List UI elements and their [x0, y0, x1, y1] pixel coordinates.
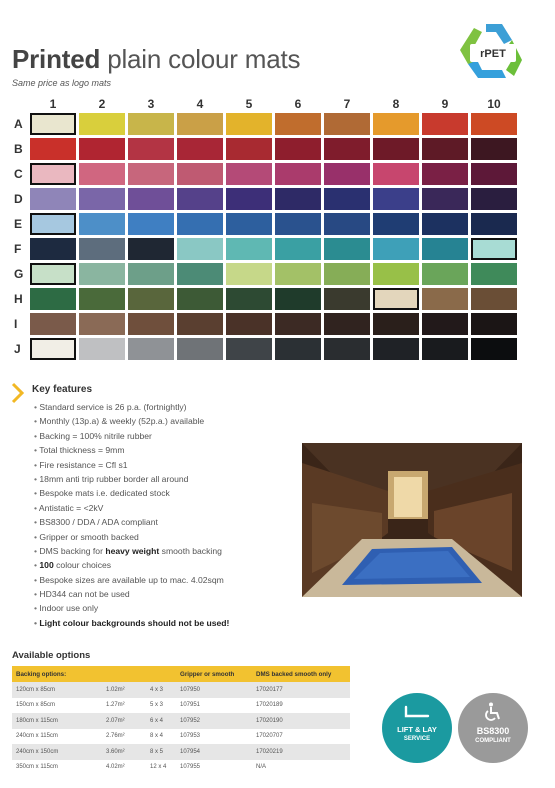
options-header-cell: DMS backed smooth only	[252, 666, 350, 682]
table-row	[12, 729, 350, 745]
table-row	[12, 744, 350, 760]
options-header-cell	[102, 666, 146, 682]
colour-swatch	[324, 213, 370, 235]
column-header: 5	[245, 97, 253, 111]
colour-swatch	[128, 288, 174, 310]
colour-swatch	[177, 313, 223, 335]
feature-item: • Backing = 100% nitrile rubber	[34, 429, 229, 443]
options-header-cell: Gripper or smooth	[176, 666, 252, 682]
colour-swatch	[226, 113, 272, 135]
key-features-list	[34, 400, 229, 630]
column-header: 1	[49, 97, 57, 111]
colour-swatch	[30, 288, 76, 310]
colour-swatch	[422, 213, 468, 235]
table-cell: 17020219	[252, 744, 350, 760]
wheelchair-icon	[484, 702, 502, 722]
table-cell: 240cm x 150cm	[12, 744, 102, 760]
colour-swatch	[275, 288, 321, 310]
colour-swatch	[177, 213, 223, 235]
colour-swatch	[422, 313, 468, 335]
colour-swatch	[30, 138, 76, 160]
colour-swatch	[422, 288, 468, 310]
table-cell: 2.07m²	[102, 713, 146, 729]
colour-swatch	[422, 338, 468, 360]
column-header: 8	[392, 97, 400, 111]
colour-swatch	[226, 213, 272, 235]
table-cell: 17020707	[252, 729, 350, 745]
colour-swatch	[275, 238, 321, 260]
colour-swatch	[373, 163, 419, 185]
bs8300-label: BS8300	[476, 726, 510, 736]
colour-swatch	[471, 138, 517, 160]
colour-swatch	[373, 288, 419, 310]
colour-swatch	[177, 188, 223, 210]
lift-lay-badge	[382, 693, 452, 763]
colour-swatch	[128, 113, 174, 135]
colour-swatch	[275, 313, 321, 335]
subtitle: Same price as logo mats	[12, 78, 112, 88]
colour-swatch	[226, 163, 272, 185]
colour-swatch	[177, 338, 223, 360]
hallway-photo	[302, 443, 522, 597]
column-header: 4	[196, 97, 204, 111]
colour-swatch	[275, 138, 321, 160]
row-label: F	[14, 242, 22, 256]
colour-swatch	[128, 213, 174, 235]
row-label: J	[14, 342, 21, 356]
column-header: 2	[98, 97, 106, 111]
row-label: B	[14, 142, 23, 156]
lift-lay-label: LIFT & LAY	[397, 725, 437, 734]
colour-swatch	[226, 288, 272, 310]
table-cell: 8 x 5	[146, 744, 176, 760]
colour-swatch	[128, 263, 174, 285]
colour-swatch	[422, 238, 468, 260]
table-cell: 4 x 3	[146, 682, 176, 698]
table-cell: 2.76m²	[102, 729, 146, 745]
colour-swatch	[275, 188, 321, 210]
feature-item: • 18mm anti trip rubber border all around	[34, 472, 229, 486]
feature-item: • Bespoke sizes are available up to mac. 4.02sqm	[34, 573, 229, 587]
row-label: H	[14, 292, 23, 306]
row-label: E	[14, 217, 23, 231]
mat-lift-icon	[404, 705, 430, 719]
table-cell: 107952	[176, 713, 252, 729]
colour-swatch	[422, 263, 468, 285]
colour-swatch	[226, 338, 272, 360]
colour-swatch	[177, 238, 223, 260]
colour-swatch	[128, 238, 174, 260]
colour-swatch	[471, 213, 517, 235]
table-cell: 1.02m²	[102, 682, 146, 698]
table-cell: 3.60m²	[102, 744, 146, 760]
colour-swatch	[128, 188, 174, 210]
table-cell: 107954	[176, 744, 252, 760]
colour-swatch	[324, 288, 370, 310]
colour-swatch	[422, 163, 468, 185]
available-options-title: Available options	[12, 650, 91, 661]
colour-swatch	[471, 113, 517, 135]
table-cell: 4.02m²	[102, 760, 146, 776]
options-header-row	[12, 666, 350, 682]
colour-swatch	[226, 138, 272, 160]
options-body	[12, 682, 350, 775]
column-header: 7	[343, 97, 351, 111]
table-cell: 17020190	[252, 713, 350, 729]
column-header: 3	[147, 97, 155, 111]
feature-item: • Indoor use only	[34, 601, 229, 615]
colour-swatch	[177, 163, 223, 185]
colour-swatch	[226, 313, 272, 335]
colour-swatch	[373, 313, 419, 335]
colour-swatch	[79, 213, 125, 235]
feature-item: • Fire resistance = Cfl s1	[34, 458, 229, 472]
colour-swatch	[373, 238, 419, 260]
compliant-label: COMPLIANT	[475, 738, 511, 744]
feature-item: • Bespoke mats i.e. dedicated stock	[34, 486, 229, 500]
title-rest: plain colour mats	[100, 44, 301, 74]
table-cell: 17020189	[252, 698, 350, 714]
colour-swatch	[30, 238, 76, 260]
colour-swatch	[275, 163, 321, 185]
feature-item: • Antistatic = <2kV	[34, 501, 229, 515]
colour-swatch	[79, 338, 125, 360]
table-cell: 350cm x 115cm	[12, 760, 102, 776]
colour-swatch	[324, 238, 370, 260]
colour-swatch	[422, 113, 468, 135]
column-header: 6	[294, 97, 302, 111]
key-features-title: Key features	[32, 384, 93, 395]
colour-swatch	[373, 338, 419, 360]
colour-swatch	[275, 113, 321, 135]
colour-swatch	[422, 138, 468, 160]
colour-swatch	[226, 188, 272, 210]
rpet-recycle-icon	[456, 20, 532, 86]
table-cell: 107955	[176, 760, 252, 776]
colour-swatch	[275, 338, 321, 360]
table-cell: 8 x 4	[146, 729, 176, 745]
chevron-right-icon	[10, 382, 28, 404]
column-header: 10	[487, 97, 501, 111]
feature-item: • DMS backing for heavy weight smooth backing	[34, 544, 229, 558]
colour-swatch	[471, 288, 517, 310]
colour-swatch	[79, 238, 125, 260]
colour-swatch	[324, 138, 370, 160]
colour-swatch	[79, 263, 125, 285]
colour-swatch	[373, 263, 419, 285]
colour-swatch	[30, 313, 76, 335]
colour-swatch	[471, 338, 517, 360]
colour-swatch	[30, 163, 76, 185]
options-header-cell	[146, 666, 176, 682]
table-cell: 17020177	[252, 682, 350, 698]
feature-item: • Total thickness = 9mm	[34, 443, 229, 457]
feature-item: • BS8300 / DDA / ADA compliant	[34, 515, 229, 529]
table-cell: 150cm x 85cm	[12, 698, 102, 714]
colour-swatch	[471, 163, 517, 185]
table-cell: 1.27m²	[102, 698, 146, 714]
colour-swatch	[373, 213, 419, 235]
colour-swatch	[79, 113, 125, 135]
colour-swatch	[471, 263, 517, 285]
colour-swatch	[471, 188, 517, 210]
table-cell: 12 x 4	[146, 760, 176, 776]
colour-swatch	[30, 338, 76, 360]
colour-swatch	[79, 313, 125, 335]
table-cell: 107953	[176, 729, 252, 745]
title-bold: Printed	[12, 44, 101, 74]
colour-swatch	[79, 188, 125, 210]
page-title	[12, 44, 300, 75]
row-label: C	[14, 167, 23, 181]
colour-swatch	[471, 313, 517, 335]
colour-swatch	[177, 113, 223, 135]
colour-swatch	[30, 113, 76, 135]
table-cell: 120cm x 85cm	[12, 682, 102, 698]
table-cell: 240cm x 115cm	[12, 729, 102, 745]
colour-swatch	[471, 238, 517, 260]
feature-item: • 100 colour choices	[34, 558, 229, 572]
feature-item: • HD344 can not be used	[34, 587, 229, 601]
colour-swatch	[324, 338, 370, 360]
colour-swatch	[324, 263, 370, 285]
colour-swatch	[275, 263, 321, 285]
table-cell: 107951	[176, 698, 252, 714]
colour-swatch	[324, 113, 370, 135]
colour-swatch	[177, 288, 223, 310]
table-cell: 107950	[176, 682, 252, 698]
row-label: I	[14, 317, 18, 331]
colour-swatch	[373, 138, 419, 160]
colour-swatch	[324, 313, 370, 335]
colour-swatch	[177, 263, 223, 285]
colour-swatch	[128, 313, 174, 335]
colour-swatch	[226, 263, 272, 285]
table-row	[12, 682, 350, 698]
column-header: 9	[441, 97, 449, 111]
bs8300-badge	[458, 693, 528, 763]
colour-swatch	[324, 188, 370, 210]
colour-swatch	[30, 188, 76, 210]
colour-swatch	[275, 213, 321, 235]
options-header-cell: Backing options:	[12, 666, 102, 682]
colour-swatch	[324, 163, 370, 185]
lift-service-label: SERVICE	[403, 736, 431, 742]
colour-swatch	[226, 238, 272, 260]
row-label: A	[14, 117, 23, 131]
logo-text: rPET	[480, 48, 506, 60]
table-cell: 180cm x 115cm	[12, 713, 102, 729]
table-cell: 6 x 4	[146, 713, 176, 729]
colour-swatch	[128, 163, 174, 185]
colour-swatch	[79, 288, 125, 310]
table-row	[12, 713, 350, 729]
feature-item: • Gripper or smooth backed	[34, 530, 229, 544]
feature-item: • Standard service is 26 p.a. (fortnightly)	[34, 400, 229, 414]
colour-swatch	[79, 138, 125, 160]
table-cell: 5 x 3	[146, 698, 176, 714]
colour-swatch	[128, 338, 174, 360]
colour-swatch	[30, 213, 76, 235]
table-row	[12, 760, 350, 776]
colour-swatch	[128, 138, 174, 160]
options-table	[12, 666, 350, 775]
row-label: D	[14, 192, 23, 206]
feature-item: • Monthly (13p.a) & weekly (52p.a.) available	[34, 414, 229, 428]
colour-swatch	[422, 188, 468, 210]
colour-swatch	[373, 188, 419, 210]
colour-swatch	[177, 138, 223, 160]
table-row	[12, 698, 350, 714]
colour-swatch	[79, 163, 125, 185]
table-cell: N/A	[252, 760, 350, 776]
row-label: G	[14, 267, 24, 281]
colour-swatch	[373, 113, 419, 135]
colour-swatch	[30, 263, 76, 285]
feature-item: • Light colour backgrounds should not be used!	[34, 616, 229, 630]
